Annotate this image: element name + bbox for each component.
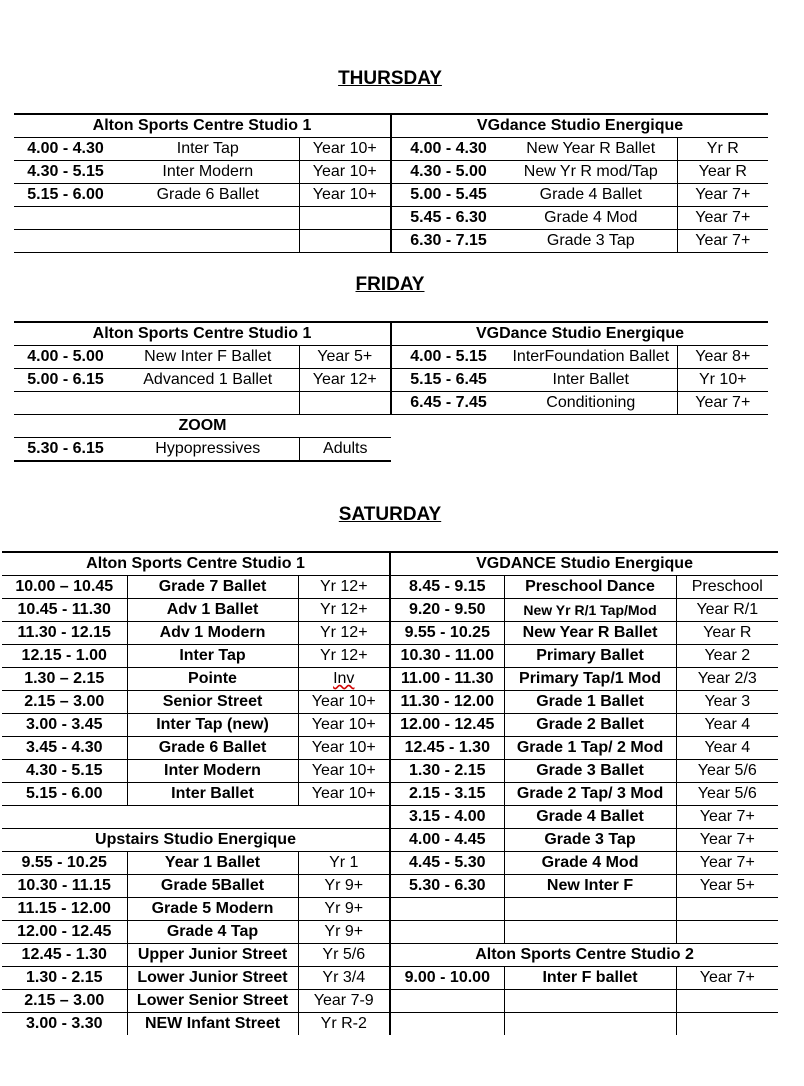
class-cell: NEW Infant Street bbox=[127, 1013, 298, 1036]
time-cell: 12.45 - 1.30 bbox=[2, 944, 127, 967]
time-cell: 5.30 - 6.30 bbox=[390, 875, 504, 898]
time-cell: 6.30 - 7.15 bbox=[391, 230, 505, 253]
class-cell: Grade 5 Modern bbox=[127, 898, 298, 921]
age-cell bbox=[299, 392, 391, 415]
empty-cell bbox=[390, 990, 504, 1013]
time-cell: 4.00 - 4.30 bbox=[391, 138, 505, 161]
studio2-header: Alton Sports Centre Studio 2 bbox=[390, 944, 778, 967]
table-row bbox=[14, 369, 768, 392]
time-cell: 9.55 - 10.25 bbox=[2, 852, 127, 875]
empty-cell bbox=[390, 1013, 504, 1036]
age-cell: Year 7+ bbox=[677, 207, 768, 230]
time-cell: 11.15 - 12.00 bbox=[2, 898, 127, 921]
table-row bbox=[14, 392, 768, 415]
table-row bbox=[2, 622, 778, 645]
class-cell: Inter Tap (new) bbox=[127, 714, 298, 737]
age-cell: Year 8+ bbox=[677, 346, 768, 369]
class-cell bbox=[117, 392, 299, 415]
time-cell: 10.30 - 11.00 bbox=[390, 645, 504, 668]
friday-left-header: Alton Sports Centre Studio 1 bbox=[14, 322, 391, 346]
class-cell bbox=[117, 230, 299, 253]
age-cell: Year 3 bbox=[676, 691, 778, 714]
age-cell: Yr 12+ bbox=[298, 645, 390, 668]
table-row bbox=[2, 852, 778, 875]
age-cell: Year 4 bbox=[676, 714, 778, 737]
age-cell: Preschool bbox=[676, 576, 778, 599]
class-cell: Grade 1 Tap/ 2 Mod bbox=[504, 737, 676, 760]
time-cell: 4.45 - 5.30 bbox=[390, 852, 504, 875]
empty-cell bbox=[676, 1013, 778, 1036]
time-cell: 6.45 - 7.45 bbox=[391, 392, 505, 415]
time-cell: 3.45 - 4.30 bbox=[2, 737, 127, 760]
age-cell: Year R bbox=[677, 161, 768, 184]
time-cell: 11.30 - 12.00 bbox=[390, 691, 504, 714]
thursday-title: THURSDAY bbox=[338, 68, 442, 89]
class-cell: Grade 3 Tap bbox=[504, 829, 676, 852]
age-cell: Year R/1 bbox=[676, 599, 778, 622]
age-cell: Yr 12+ bbox=[298, 576, 390, 599]
class-cell: Lower Senior Street bbox=[127, 990, 298, 1013]
class-cell: Primary Ballet bbox=[504, 645, 676, 668]
time-cell: 10.00 – 10.45 bbox=[2, 576, 127, 599]
time-cell: 4.30 - 5.00 bbox=[391, 161, 505, 184]
age-cell: Yr 9+ bbox=[298, 898, 390, 921]
time-cell: 9.55 - 10.25 bbox=[390, 622, 504, 645]
friday-right-header: VGDance Studio Energique bbox=[391, 322, 768, 346]
empty-cell bbox=[676, 921, 778, 944]
class-cell: Primary Tap/1 Mod bbox=[504, 668, 676, 691]
table-row bbox=[2, 737, 778, 760]
age-cell: Year 10+ bbox=[299, 184, 391, 207]
class-cell: New Inter F Ballet bbox=[117, 346, 299, 369]
class-cell: Grade 7 Ballet bbox=[127, 576, 298, 599]
class-cell: Year 1 Ballet bbox=[127, 852, 298, 875]
class-cell: Grade 4 Ballet bbox=[505, 184, 677, 207]
class-cell: Grade 4 Mod bbox=[504, 852, 676, 875]
class-cell: Grade 4 Mod bbox=[505, 207, 677, 230]
time-cell: 12.15 - 1.00 bbox=[2, 645, 127, 668]
empty-cell bbox=[390, 898, 504, 921]
saturday-schedule-table bbox=[2, 551, 778, 1035]
time-cell: 12.00 - 12.45 bbox=[390, 714, 504, 737]
time-cell: 4.30 - 5.15 bbox=[2, 760, 127, 783]
class-cell bbox=[117, 207, 299, 230]
class-cell: Inter Modern bbox=[127, 760, 298, 783]
age-cell: Year 10+ bbox=[299, 161, 391, 184]
time-cell: 3.00 - 3.45 bbox=[2, 714, 127, 737]
class-cell: Inter Tap bbox=[117, 138, 299, 161]
age-cell: Year 10+ bbox=[298, 737, 390, 760]
time-cell bbox=[14, 230, 117, 253]
age-cell: Yr 3/4 bbox=[298, 967, 390, 990]
empty-cell bbox=[676, 898, 778, 921]
upstairs-studio-header: Upstairs Studio Energique bbox=[2, 829, 390, 852]
empty-cell bbox=[504, 921, 676, 944]
empty-cell bbox=[504, 990, 676, 1013]
time-cell: 5.00 - 5.45 bbox=[391, 184, 505, 207]
age-cell: Year 5+ bbox=[676, 875, 778, 898]
class-cell: Adv 1 Modern bbox=[127, 622, 298, 645]
time-cell: 4.00 - 4.45 bbox=[390, 829, 504, 852]
table-row bbox=[14, 230, 768, 253]
table-row bbox=[2, 875, 778, 898]
class-cell: Grade 2 Tap/ 3 Mod bbox=[504, 783, 676, 806]
age-cell: Yr 9+ bbox=[298, 921, 390, 944]
age-cell: Yr 1 bbox=[298, 852, 390, 875]
age-cell: Year 12+ bbox=[299, 369, 391, 392]
class-cell: Inter F ballet bbox=[504, 967, 676, 990]
age-cell: Year 2/3 bbox=[676, 668, 778, 691]
table-row bbox=[2, 944, 778, 967]
thursday-left-header: Alton Sports Centre Studio 1 bbox=[14, 114, 391, 138]
table-row bbox=[2, 668, 778, 691]
time-cell: 12.00 - 12.45 bbox=[2, 921, 127, 944]
time-cell: 1.30 – 2.15 bbox=[2, 668, 127, 691]
class-cell: New Yr R/1 Tap/Mod bbox=[504, 599, 676, 622]
time-cell: 11.30 - 12.15 bbox=[2, 622, 127, 645]
invite-only-text: Inv bbox=[333, 670, 355, 687]
time-cell: 5.15 - 6.00 bbox=[14, 184, 117, 207]
table-row bbox=[2, 1013, 778, 1036]
time-cell: 10.45 - 11.30 bbox=[2, 599, 127, 622]
age-cell: Year 7+ bbox=[677, 392, 768, 415]
age-cell: Yr R bbox=[677, 138, 768, 161]
age-cell: Year 7+ bbox=[677, 230, 768, 253]
time-cell: 5.00 - 6.15 bbox=[14, 369, 117, 392]
age-cell: Year 10+ bbox=[298, 691, 390, 714]
class-cell: InterFoundation Ballet bbox=[505, 346, 677, 369]
class-cell: Senior Street bbox=[127, 691, 298, 714]
table-row bbox=[2, 921, 778, 944]
class-cell: New Year R Ballet bbox=[505, 138, 677, 161]
time-cell: 10.30 - 11.15 bbox=[2, 875, 127, 898]
time-cell: 9.00 - 10.00 bbox=[390, 967, 504, 990]
class-cell: Hypopressives bbox=[117, 438, 299, 462]
friday-schedule-table bbox=[14, 321, 768, 462]
age-cell: Year 7+ bbox=[676, 829, 778, 852]
time-cell: 4.00 - 5.00 bbox=[14, 346, 117, 369]
class-cell: New Yr R mod/Tap bbox=[505, 161, 677, 184]
class-cell: Grade 2 Ballet bbox=[504, 714, 676, 737]
class-cell: Grade 6 Ballet bbox=[127, 737, 298, 760]
class-cell: Advanced 1 Ballet bbox=[117, 369, 299, 392]
table-row bbox=[2, 599, 778, 622]
class-cell: Pointe bbox=[127, 668, 298, 691]
zoom-header-row bbox=[14, 415, 768, 438]
table-row bbox=[14, 207, 768, 230]
age-cell: Year 10+ bbox=[298, 714, 390, 737]
class-cell: Inter Tap bbox=[127, 645, 298, 668]
age-cell: Year 7+ bbox=[676, 967, 778, 990]
saturday-title: SATURDAY bbox=[338, 504, 442, 525]
table-row bbox=[2, 760, 778, 783]
empty-cell bbox=[391, 415, 768, 438]
table-row bbox=[2, 829, 778, 852]
table-row bbox=[2, 783, 778, 806]
class-cell: Grade 1 Ballet bbox=[504, 691, 676, 714]
age-cell: Yr 12+ bbox=[298, 622, 390, 645]
saturday-left-header: Alton Sports Centre Studio 1 bbox=[2, 552, 390, 576]
time-cell: 2.15 - 3.15 bbox=[390, 783, 504, 806]
age-cell: Yr 9+ bbox=[298, 875, 390, 898]
class-cell: Grade 3 Tap bbox=[505, 230, 677, 253]
time-cell bbox=[14, 207, 117, 230]
class-cell: Inter Ballet bbox=[127, 783, 298, 806]
class-cell: New Inter F bbox=[504, 875, 676, 898]
time-cell: 4.30 - 5.15 bbox=[14, 161, 117, 184]
class-cell: Inter Ballet bbox=[505, 369, 677, 392]
time-cell bbox=[14, 392, 117, 415]
table-row bbox=[2, 645, 778, 668]
time-cell: 2.15 – 3.00 bbox=[2, 691, 127, 714]
class-cell: Preschool Dance bbox=[504, 576, 676, 599]
class-cell: Upper Junior Street bbox=[127, 944, 298, 967]
age-cell: Year 10+ bbox=[298, 760, 390, 783]
table-row bbox=[2, 967, 778, 990]
age-cell: Year 5+ bbox=[299, 346, 391, 369]
age-cell: Year R bbox=[676, 622, 778, 645]
table-row bbox=[2, 806, 778, 829]
table-row bbox=[14, 346, 768, 369]
class-cell: Grade 3 Ballet bbox=[504, 760, 676, 783]
age-cell: Year 7+ bbox=[677, 184, 768, 207]
empty-cell bbox=[390, 921, 504, 944]
empty-cell bbox=[2, 806, 390, 829]
time-cell: 1.30 - 2.15 bbox=[2, 967, 127, 990]
empty-cell bbox=[391, 438, 768, 462]
empty-cell bbox=[504, 1013, 676, 1036]
thursday-right-header: VGdance Studio Energique bbox=[391, 114, 768, 138]
class-cell: Conditioning bbox=[505, 392, 677, 415]
time-cell: 5.30 - 6.15 bbox=[14, 438, 117, 462]
time-cell: 4.00 - 4.30 bbox=[14, 138, 117, 161]
age-cell: Yr 12+ bbox=[298, 599, 390, 622]
time-cell: 5.15 - 6.00 bbox=[2, 783, 127, 806]
age-cell: Year 7-9 bbox=[298, 990, 390, 1013]
class-cell: New Year R Ballet bbox=[504, 622, 676, 645]
time-cell: 3.15 - 4.00 bbox=[390, 806, 504, 829]
time-cell: 1.30 - 2.15 bbox=[390, 760, 504, 783]
table-row bbox=[14, 161, 768, 184]
class-cell: Grade 5Ballet bbox=[127, 875, 298, 898]
table-row bbox=[14, 438, 768, 462]
class-cell: Adv 1 Ballet bbox=[127, 599, 298, 622]
class-cell: Lower Junior Street bbox=[127, 967, 298, 990]
age-cell: Year 7+ bbox=[676, 852, 778, 875]
table-row bbox=[2, 691, 778, 714]
time-cell: 4.00 - 5.15 bbox=[391, 346, 505, 369]
age-cell bbox=[298, 668, 390, 691]
table-row bbox=[2, 898, 778, 921]
age-cell: Yr 5/6 bbox=[298, 944, 390, 967]
age-cell: Year 5/6 bbox=[676, 760, 778, 783]
table-row bbox=[14, 184, 768, 207]
time-cell: 11.00 - 11.30 bbox=[390, 668, 504, 691]
table-row bbox=[2, 714, 778, 737]
friday-title: FRIDAY bbox=[355, 274, 425, 295]
time-cell: 9.20 - 9.50 bbox=[390, 599, 504, 622]
table-row bbox=[14, 138, 768, 161]
time-cell: 5.15 - 6.45 bbox=[391, 369, 505, 392]
time-cell: 3.00 - 3.30 bbox=[26, 1015, 103, 1032]
class-cell: Inter Modern bbox=[117, 161, 299, 184]
age-cell: Year 10+ bbox=[299, 138, 391, 161]
thursday-schedule-table bbox=[14, 113, 768, 253]
saturday-right-header: VGDANCE Studio Energique bbox=[390, 552, 778, 576]
time-cell: 12.45 - 1.30 bbox=[390, 737, 504, 760]
age-cell: Yr R-2 bbox=[298, 1013, 390, 1036]
time-cell: 2.15 – 3.00 bbox=[2, 990, 127, 1013]
time-cell: 8.45 - 9.15 bbox=[390, 576, 504, 599]
age-cell: Year 5/6 bbox=[676, 783, 778, 806]
class-cell: Grade 6 Ballet bbox=[117, 184, 299, 207]
age-cell: Year 10+ bbox=[298, 783, 390, 806]
empty-cell bbox=[676, 990, 778, 1013]
age-cell bbox=[299, 207, 391, 230]
age-cell: Yr 10+ bbox=[677, 369, 768, 392]
age-cell: Year 4 bbox=[676, 737, 778, 760]
table-row bbox=[2, 576, 778, 599]
table-row bbox=[2, 990, 778, 1013]
empty-cell bbox=[504, 898, 676, 921]
age-cell bbox=[299, 230, 391, 253]
class-cell: Grade 4 Ballet bbox=[504, 806, 676, 829]
age-cell: Adults bbox=[299, 438, 391, 462]
age-cell: Year 7+ bbox=[676, 806, 778, 829]
class-cell: Grade 4 Tap bbox=[127, 921, 298, 944]
age-cell: Year 2 bbox=[676, 645, 778, 668]
zoom-header: ZOOM bbox=[14, 415, 391, 438]
time-cell: 5.45 - 6.30 bbox=[391, 207, 505, 230]
